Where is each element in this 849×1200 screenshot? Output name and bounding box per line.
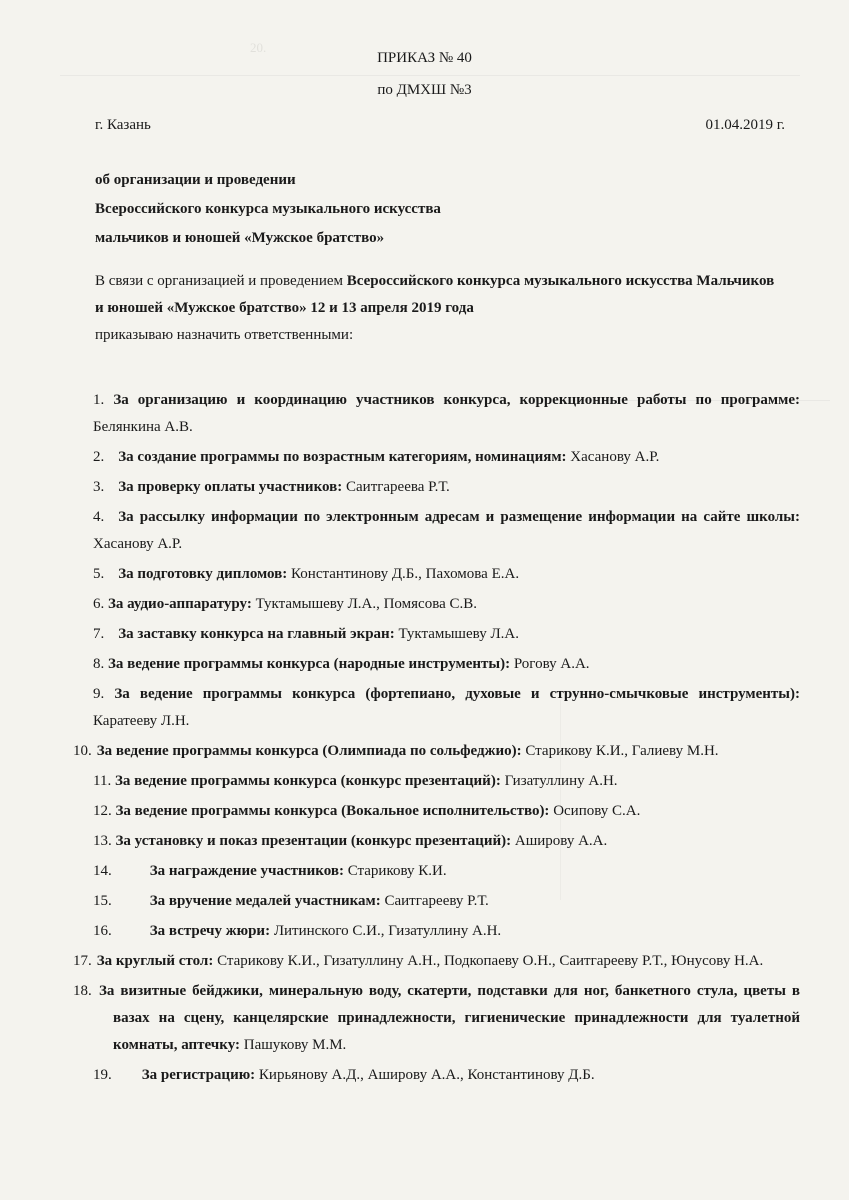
intro-text-end: приказываю назначить ответственными:	[95, 327, 354, 343]
list-item	[93, 1062, 800, 1089]
intro-paragraph	[95, 268, 785, 349]
item-duty: За ведение программы конкурса (фортепиано, духовые и струнно-смычковые инструменты):	[114, 686, 801, 702]
item-number: 19.	[93, 1067, 112, 1083]
subject-line-1: об организации и проведении	[95, 172, 296, 188]
item-number: 9.	[93, 686, 105, 702]
item-duty: За ведение программы конкурса (Олимпиада по сольфеджио):	[96, 743, 522, 759]
list-item	[93, 828, 800, 855]
item-duty: За заставку конкурса на главный экран:	[118, 626, 395, 642]
list-item	[93, 387, 800, 441]
item-number: 7.	[93, 626, 105, 642]
order-date: 01.04.2019 г.	[705, 117, 785, 133]
item-responsible: Старикову К.И., Гизатуллину А.Н., Подкопаеву О.Н., Саитгарееву Р.Т., Юнусову Н.А.	[213, 953, 764, 969]
item-duty: За ведение программы конкурса (конкурс презентаций):	[114, 773, 501, 789]
item-responsible: Кирьянову А.Д., Аширову А.А., Константинову Д.Б.	[255, 1067, 595, 1083]
item-responsible: Белянкина А.В.	[93, 419, 193, 435]
item-responsible: Туктамышеву Л.А., Помясова С.В.	[251, 596, 477, 612]
item-number: 5.	[93, 566, 105, 582]
item-responsible: Старикову К.И., Галиеву М.Н.	[521, 743, 719, 759]
list-item: 18. За визитные бейджики, минеральную воду, скатерти, подставки для ног, банкетного стула, цветы в вазах на сцену, канцелярские принадлежности, гигиенические принадлежности для туалетной комнаты, аптечку: Пашукову М.М.	[73, 983, 801, 1053]
item-number: 15.	[93, 893, 112, 909]
item-duty: За создание программы по возрастным категориям, номинациям:	[118, 449, 567, 465]
list-item	[93, 798, 800, 825]
item-duty: За встречу жюри:	[149, 923, 271, 939]
item-duty: За проверку оплаты участников:	[118, 479, 343, 495]
subject-line-2: Всероссийского конкурса музыкального искусства	[95, 201, 441, 217]
item-number: 6.	[93, 596, 105, 612]
item-duty: За организацию и координацию участников конкурса, коррекционные работы по программе:	[113, 392, 800, 408]
list-item	[93, 768, 800, 795]
item-duty: За подготовку дипломов:	[118, 566, 288, 582]
list-item	[93, 591, 800, 618]
item-duty: За награждение участников:	[149, 863, 344, 879]
intro-text-start: В связи с организацией и проведением	[95, 273, 347, 289]
order-subtitle: по ДМХШ №3	[377, 82, 472, 98]
item-duty: За аудио-аппаратуру:	[108, 596, 252, 612]
item-duty: За визитные бейджики, минеральную воду, скатерти, подставки для ног, банкетного стула, цветы в вазах на сцену, канцелярские принадлежности, гигиенические принадлежности для туалетной комнаты, аптечку:	[98, 983, 801, 1053]
item-responsible: Старикову К.И.	[343, 863, 447, 879]
list-item	[93, 918, 800, 945]
item-responsible: Константинову Д.Б., Пахомова Е.А.	[287, 566, 520, 582]
item-duty: За вручение медалей участникам:	[149, 893, 381, 909]
item-responsible: Саитгарееву Р.Т.	[380, 893, 489, 909]
document-title	[0, 42, 849, 106]
list-item	[93, 504, 800, 558]
item-number: 11.	[93, 773, 112, 789]
list-item	[93, 474, 800, 501]
item-number: 2.	[93, 449, 105, 465]
list-item	[93, 561, 800, 588]
list-item: 17. За круглый стол: Старикову К.И., Гизатуллину А.Н., Подкопаеву О.Н., Саитгарееву Р.Т., Юнусову Н.А.	[73, 953, 764, 969]
item-responsible: Каратееву Л.Н.	[93, 713, 190, 729]
item-responsible: Хасанову А.Р.	[566, 449, 660, 465]
item-number: 16.	[93, 923, 112, 939]
responsibility-list	[73, 387, 801, 1092]
item-duty: За рассылку информации по электронным адресам и размещение информации на сайте школы:	[118, 509, 800, 525]
item-number: 8.	[93, 656, 105, 672]
item-responsible: Рогову А.А.	[510, 656, 590, 672]
item-responsible: Аширову А.А.	[511, 833, 608, 849]
item-duty: За установку и показ презентации (конкурс презентаций):	[115, 833, 512, 849]
item-responsible: Осипову С.А.	[549, 803, 641, 819]
item-number: 12.	[93, 803, 112, 819]
list-item: 10. За ведение программы конкурса (Олимпиада по сольфеджио): Старикову К.И., Галиеву М.Н.	[73, 743, 719, 759]
list-item	[93, 858, 800, 885]
item-number: 1.	[93, 392, 105, 408]
list-item	[93, 651, 800, 678]
item-responsible: Саитгареева Р.Т.	[342, 479, 450, 495]
list-item	[93, 888, 800, 915]
item-responsible: Пашукову М.М.	[240, 1037, 347, 1053]
list-item	[93, 681, 800, 735]
place: г. Казань	[95, 117, 151, 133]
item-duty: За регистрацию:	[141, 1067, 256, 1083]
item-duty: За ведение программы конкурса (народные инструменты):	[108, 656, 511, 672]
order-title: ПРИКАЗ № 40	[377, 50, 472, 66]
list-item	[93, 621, 800, 648]
item-number: 3.	[93, 479, 105, 495]
item-duty: За круглый стол:	[96, 953, 214, 969]
item-number: 14.	[93, 863, 112, 879]
intro-bold: Всероссийского конкурса музыкального искусства Мальчиков и юношей «Мужское братство» 12 и 13 апреля 2019 года	[95, 273, 775, 316]
item-number: 13.	[93, 833, 112, 849]
item-responsible: Хасанову А.Р.	[93, 536, 183, 552]
order-subject	[95, 166, 441, 253]
item-duty: За ведение программы конкурса (Вокальное исполнительство):	[115, 803, 550, 819]
item-number: 4.	[93, 509, 105, 525]
subject-line-3: мальчиков и юношей «Мужское братство»	[95, 230, 385, 246]
item-responsible: Литинского С.И., Гизатуллину А.Н.	[270, 923, 502, 939]
item-responsible: Туктамышеву Л.А.	[394, 626, 519, 642]
list-item	[93, 444, 800, 471]
bleed-through-text: 20.	[250, 40, 445, 55]
item-responsible: Гизатуллину А.Н.	[500, 773, 618, 789]
